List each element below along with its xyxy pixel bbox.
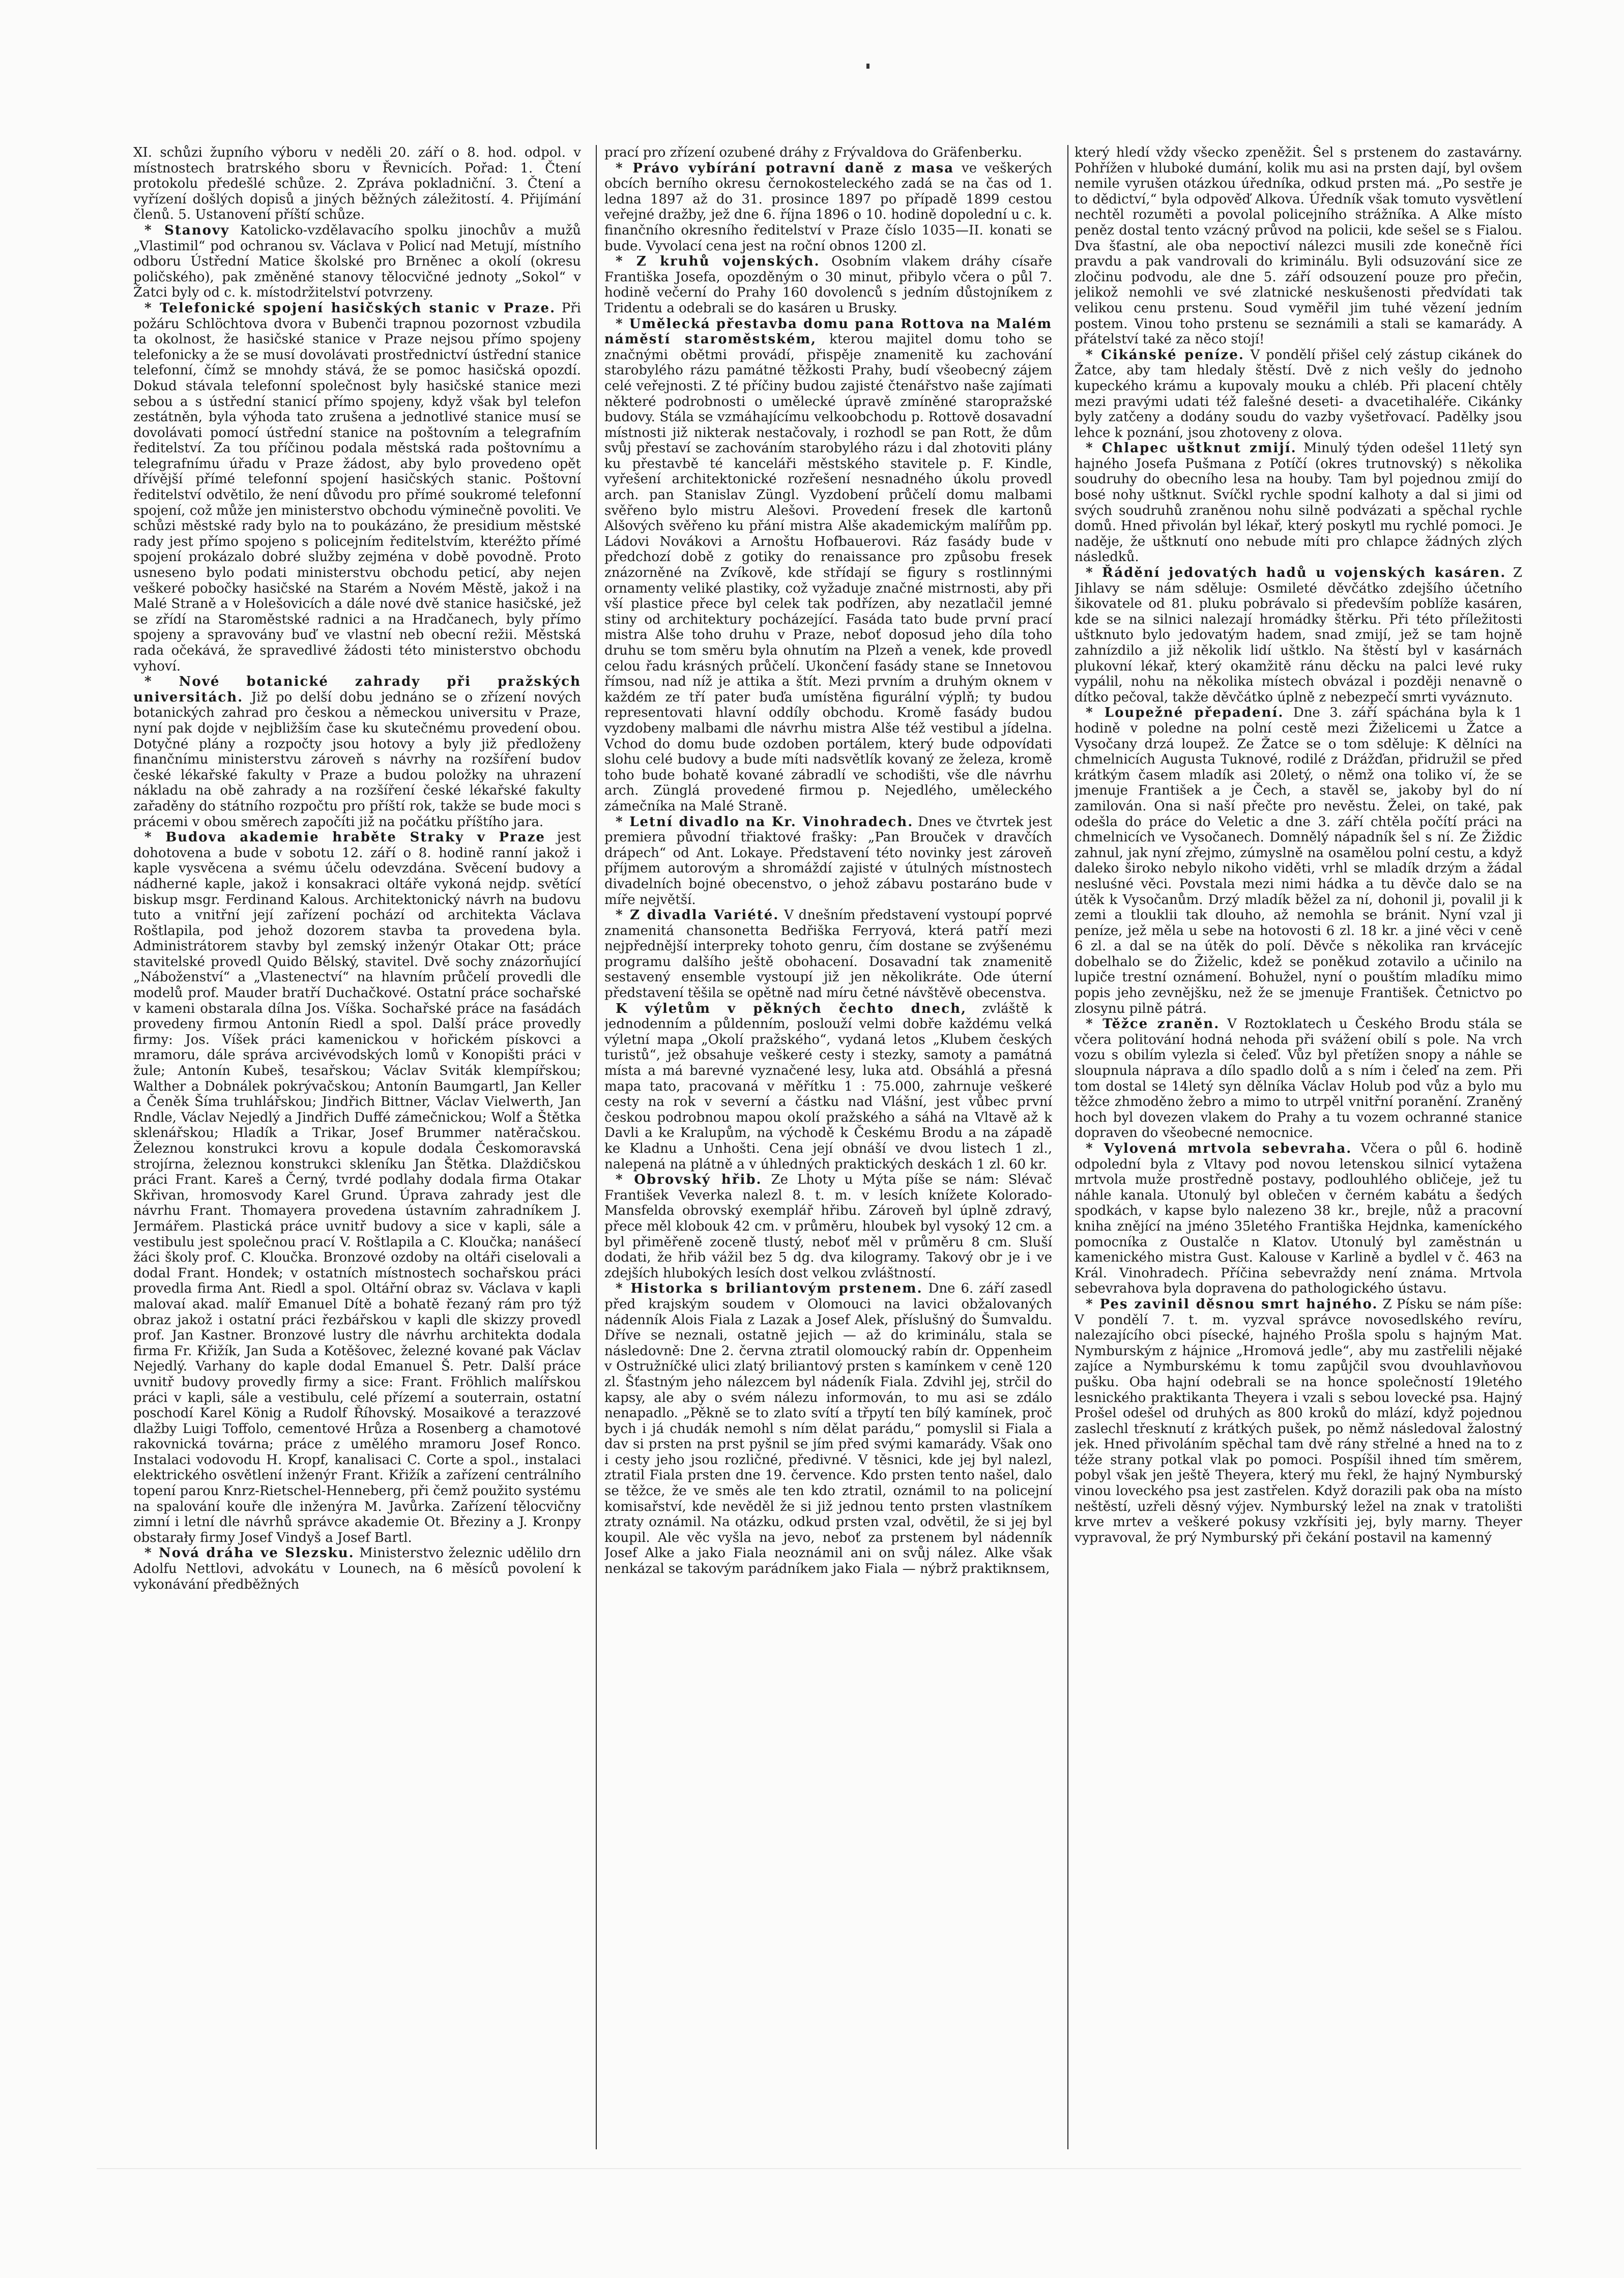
article-paragraph (133, 301, 581, 674)
article-text: Z Písku se nám píše: V pondělí 7. t. m. vyzval správce novosedlského revíru, nalezajícího obci písecké, hajného Prošla spolu s hajným Mat. Nymburským z hájnice „Hromová jedle“, aby mu zastřelili nějaké zajíce a Nymburskému k tomu zapůjčil svou dvouhlavňovou pušku. Oba hajní odebrali se na honce společností 19letého lesnického praktikanta Theyera i vzali s sebou lovecké psa. Hajný Prošel odešel od druhých as 800 kroků do mlází, když pojednou zaslechl třesknutí z krátkých pušek, po němž následoval žalostný jek. Hned přivoláním spěchal tam dvě rány střelné a hned na to z téže strany potkal vlak po pomoci. Pospíšil ihned tím směrem, pobyl však jen ještě Theyera, který mu řekl, že hajný Nymburský vinou loveckého psa jest zastřelen. Když dorazili pak oba na místo neštěstí, uzřeli děsný výjev. Nymburský ležel na znak v tratolišti krve mrtev a veškeré pokusy vzkřísiti jej, byly marny. Theyer vypravoval, že prý Nymburský při čekání postavil na kamenný (1075, 1296, 1522, 1545)
article-heading: * Budova akademie hraběte Straky v Praze (144, 830, 545, 845)
article-heading: * Právo vybírání potravní daně z masa (616, 160, 954, 176)
article-heading: * Nové botanické zahrady při pražských universitách. (133, 674, 581, 705)
article-heading: * Cikánské peníze. (1086, 347, 1244, 363)
article-heading: * Telefonické spojení hasičských stanic v Praze. (144, 300, 556, 316)
article-paragraph (1075, 1016, 1522, 1141)
article-heading: * Vylovená mrtvola sebevraha. (1086, 1141, 1352, 1156)
article-text: Dne 3. září spáchána byla k 1 hodině v poledne na polní cestě mezi Žiželicemi u Žatce a Vysočany drzá loupež. Ze Žatce se o tom sděluje: K dělníci na chmelnicích Augusta Tuknové, rodilé z Drážďan, přidružil se před krátkým časem mladík asi 20letý, o němž ona toliko ví, že se jmenuje František a je Čech, a stavěl se, jakoby byl do ní zamilován. Ona si naší přečte pro nevěstu. Želei, on také, pak odešla do práce do Veletic a dne 3. září chtěla počítí práci na chmelnicích ve Vysočanech. Domnělý nápadník šel s ní. Ze Žiždic zahnul, jak nyní zřejmo, zúmyslně na osamělou polní cestu, a když daleko široko nebylo nikoho viděti, vrhl se mladík drzým a žádal nesluśné věci. Povstala mezi nimi hádka a tu děvče dalo se na útěk k Vysočanům. Drzý mladík běžel za ní, dohonil ji, povalil ji k zemi a tlouklii tak dlouho, až nemohla se bránit. Nyní vzal ji peníze, jež měla u sebe na hotovosti 6 zl. 18 kr. a jiné věci v ceně 6 zl. a dal se na útěk do polí. Děvče s několika ran krvácejíc dobelhalo se do Žiželic, kdež se poněkud zotavilo a učinilo na lupiče trestní oznámení. Bohužel, nyní o pouštím mladíku mimo popis jeho zevnějšku, než že se jmenuje František. Četnictvo po zlosynu pilně pátrá. (1075, 705, 1522, 1016)
article-text: Katolicko-vzdělavacího spolku jinochův a mužů „Vlastimil“ pod ochranou sv. Václava v Policí nad Metují, místního odboru Ústřední Matice školské pro Brněnec a okolí (okresu poličského), pak změněné stanovy tělocvičné jednoty „Sokol“ v Žatci byly od c. k. místodržitelství potvrzeny. (133, 222, 581, 301)
article-text: prací pro zřízení ozubené dráhy z Frývaldova do Gräfenberku. (604, 145, 1022, 160)
article-paragraph (133, 674, 581, 830)
article-text: který hledí vždy všecko zpeněžit. Šel s prstenem do zastavárny. Pohřížen v hluboké dumání, kolik mu asi na prsten dají, byl ovšem nemile vyrušen otázkou úředníka, odkud prsten má. „Po sestře je to dědictví,“ byla odpověď Alkova. Úředník však tomuto vysvětlení nechtěl rozuměti a povolal policejního strážníka. A Alke místo peněz dostal tento vzácný průvod na policii, kde sešel se s Fialou. Dva šťastní, ale oba nepoctiví nálezci musili zde konečně říci pravdu a pak vandrovali do kriminálu. Byli odsuzování sice ze zločinu podvodu, ale dne 5. září odsouzení pouze pro přečin, jelikož nemohli ve své zlatnické neskušenosti předvídati tak velikou cenu prstenu. Soud vyměřil jim tuhé vězení jedním postem. Vinou toho prstenu se seznámili a stali se kamarády. A přátelství také za něco stojí! (1075, 145, 1522, 347)
page-bottom-edge (97, 2168, 1521, 2169)
article-paragraph (1075, 145, 1522, 347)
article-paragraph (133, 1545, 581, 1592)
article-paragraph (604, 316, 1052, 814)
article-text: zvláště k jednodenním a půldenním, poslouží velmi dobře každému velká výletní mapa „Okolí pražského“, vydaná letos „Klubem českých turistů“, jež obsahuje veškeré cesty i stezky, samoty a památná místa a má barevné vyznačené lesy, luka atd. Obsáhlá a přesná mapa tato, pracovaná v měřítku 1 : 75.000, zahrnuje veškeré cesty na rok v severní a částku nad Vlášní, jest vůbec první českou podrobnou mapou okolí pražského a sáhá na Vltavě až k Davli a ke Kralupům, na východě k Českému Brodu a na západě ke Kladnu a Unhošti. Cena její obnáší ve dvou listech 1 zl., nalepená na plátně a v úhledných praktických deskách 1 zl. 60 kr. (604, 1001, 1052, 1172)
article-paragraph (604, 254, 1052, 316)
article-text: Ze Lhoty u Mýta píše se nám: Slévač František Veverka nalezl 8. t. m. v lesích knížete Kolorado-Mansfelda obrovský exemplář hřibu. Zároveň byl úplně zdravý, přece měl klobouk 42 cm. v průměru, hloubek byl vysoký 12 cm. a byl přiměřeně zoceně tlustý, neboť měl v průměru 8 cm. Sluší dodati, že hřib vážil bez 5 dg. dva kilogramy. Takový obr je i ve zdejších hlubokých lesích dost velkou zvláštností. (604, 1172, 1052, 1281)
article-paragraph (1075, 347, 1522, 441)
article-paragraph (1075, 565, 1522, 705)
article-paragraph (1075, 441, 1522, 565)
article-heading: * Z divadla Variété. (616, 908, 779, 923)
article-heading: * Chlapec uštknut zmijí. (1086, 441, 1297, 456)
article-text: V dnešním představení vystoupí poprvé znamenitá chansonetta Bedřiška Ferryová, která patří mezi nejpřednější interpreky tohoto genru, čím dostane se zvýšenému programu dalšího ještě obohacení. Dosavadní tak znamenitě sestavený ensemble vystoupí již jen několikráte. Ode úterní představení těšila se opětně nad míru četné návštěvě obecenstva. (604, 908, 1052, 1001)
article-heading: * Stanovy (144, 222, 230, 238)
column-rule-1 (596, 145, 597, 2149)
article-text: XI. schůzi župního výboru v neděli 20. září o 8. hod. odpol. v místnostech bratrského sboru v Řevnicích. Pořad: 1. Čtení protokolu předešlé schůze. 2. Zpráva pokladniční. 3. Čtení a vyřízení došlých dopisů a jiných běžných záležitostí. 4. Přijímání členů. 5. Ustanovení příští schůze. (133, 145, 581, 223)
article-paragraph (604, 161, 1052, 254)
article-text: V pondělí přišel celý zástup cikánek do Žatce, aby tam hledaly štěstí. Dvě z nich vešly do jednoho kupeckého krámu a kupovaly mouku a chléb. Při placení chtěly mezi pravými udati též falešné deseti- a dvacetihaléře. Cikánky byly zatčeny a dodány soudu do vazby vyšetřovací. Padělky jsou lehce k poznání, jsou zhotoveny z olova. (1075, 347, 1522, 441)
article-text: Dnes ve čtvrtek jest premiera původní třiaktové frašky: „Pan Brouček v dravčích drápech“ od Ant. Lokaye. Představení této novinky jest zároveň příjmem autorovým a shromáždí zajisté v útulných místnostech divadelních bojné obecenstvo, o jehož zábavu postaráno bude v míře největší. (604, 814, 1052, 908)
article-paragraph (604, 1172, 1052, 1281)
column-2 (604, 145, 1052, 2159)
column-1 (133, 145, 581, 2159)
article-paragraph (604, 1001, 1052, 1173)
column-rule-2 (1067, 145, 1068, 2149)
article-text: kterou majitel domu toho se značnými obětmi provádí, přispěje znamenitě ku zachování starobylého rázu památné těžkosti Prahy, budí všeobecný zájem celé veřejnosti. Z té příčiny budou zajisté čtenářstvo naše zajímati některé podrobnosti o umělecké úpravě zmíněné staropražské budovy. Stála se vzmáhajícímu velkoobchodu p. Rottově dosavadní místnosti již nikterak nestačovaly, i rozhodl se pan Rott, že dům svůj přestaví se zachováním starobylého rázu i dal zhotoviti plány ku přestavbě té kanceláři městského stavitele p. F. Kindle, vyřešení architektonické rozřešení nesnadného úkolu provedl arch. pan Stanislav Züngl. Vyzdobení průčelí domu malbami svěřeno bylo mistru Alešovi. Provedení fresek dle kartonů Alšových svěřeno ku přání mistra Alše akademickým malířům pp. Ládovi Novákovi a Arnoštu Hofbauerovi. Ráz fasády bude v předchozí době z gotiky do renaissance pro způsobu fresek znázorněné na Zvíkově, kde střídají se figury s rostlinnými ornamenty veliké plastiky, což vyžaduje značné mistrnosti, aby při vší plastice přece byl celek tak podřízen, aby nezatlačil jemné stiny od architektury pocházející. Fasáda tato bude první prací mistra Alše toho druhu v Praze, neboť doposud jeho díla toho druhu se tom směru byla ohnutím na Plzeň a venek, kde provedl celou řadu krásných průčelí. Ukončení fasády stane se Innetovou římsou, nad níž je attika a štít. Mezi prvním a druhým oknem v každém ze tří pater buďa umístěna figurální výplň; ty budou representovati hlavní oddíly obchodu. Kromě fasády budou vyzdobeny malbami dle návrhu mistra Alše též vestibul a jídelna. Vchod do domu bude ozdoben portálem, který bude odpovídati slohu celé budovy a bude míti nadsvětlík kovaný ze železa, kromě toho bude bohatě kované zábradlí ve schodišti, vše dle návrhu arch. Zünglá provedené firmou p. Nejedlého, uměleckého zámečníka na Malé Straně. (604, 332, 1052, 814)
article-paragraph (133, 223, 581, 301)
article-text: Z Jihlavy se nám sděluje: Osmileté děvčátko zdejšího účetního šikovatele od 81. pluku pobrávalo si především poblíže kasáren, kde se na silnici nalezají hromádky štěrku. Při této příležitosti uštknuto bylo jedovatým hadem, snad zmijí, jež se tam hojně zahnízdilo a již několik lidí uštklo. Na štěstí byl v kasárnách plukovní lékař, který okamžitě ránu děcku na palci levé ruky vypálil, nohu na několika místech obvázal i později nenavně o dítko pečoval, takže děvčátko úplně z nebezpečí smrti vyváznuto. (1075, 565, 1522, 705)
article-paragraph (133, 145, 581, 223)
article-text: Dne 6. září zasedl před krajským soudem v Olomouci na lavici obžalovaných nádenník Alois Fiala z Lazak a Josef Alek, příslušný do Šumvaldu. Dříve se neznali, ostatně jejich — až do kriminálu, stala se následovně: Dne 2. června ztratil olomoucký rabín dr. Oppenheim v Ostružníčké ulici zlatý briliantový prsten s kamínkem v ceně 120 zl. Šťastným jeho nálezcem byl nádeník Fiala. Zdvihl jej, strčil do kapsy, ale aby o svém nálezu informován, to mu asi se zdálo nenapadlo. „Pěkně se to zlato svítí a třpytí ten bílý kamínek, proč bych i já chudák nemohl s ním dělat parádu,“ pomyslil si Fiala a dav si prsten na prst pyšnil se jím před svými kamarády. Však ono i cesty jeho jsou rozličné, předivné. V těsnici, kde jej byl nalezl, ztratil Fiala prsten dne 19. července. Kdo prsten tento našel, dalo se těžce, že ve směs ale ten kdo ztratil, oznámil to na policejní komisařství, kde nevěděl že si již jednou tento prsten vlastníkem ztraty oznámil. Na otázku, odkud prsten vzal, odvětil, že si jej byl koupil. Ale věc vyšla na jevo, neboť za prstenem byl nádenník Josef Alke a jako Fiala neoznámil ani on svůj nález. Alke však nenkázal se takovým parádníkem jako Fiala — nýbrž praktiknsem, (604, 1281, 1052, 1577)
article-paragraph (604, 908, 1052, 1001)
article-heading: * Řádění jedovatých hadů u vojenských kasáren. (1086, 565, 1506, 581)
article-heading: * Umělecká přestavba domu pana Rottova na Malém náměstí staroměstském, (604, 316, 1052, 347)
article-heading: * Historka s briliantovým prstenem. (616, 1281, 923, 1297)
article-paragraph (604, 145, 1052, 161)
article-text: V Roztoklatech u Českého Brodu stála se včera politování hodná nehoda při svážení obilí s pole. Na vrch vozu s obilím vylezla si čeleď. Vůz byl přetížen snopy a náhle se sloupnula náprava a dílo spadlo dolů a s ním i čeleď na zem. Při tom dostal se 14letý syn dělníka Václav Holub pod vůz a bylo mu těžce zhmoděno žebro a mimo to utrpěl vnitřní poranění. Zraněný hoch byl dovezen vlakem do Prahy a tu vozem ochranné stanice dopraven do všeobecné nemocnice. (1075, 1016, 1522, 1141)
article-text: ve veškerých obcích berního okresu černokosteleckého zadá se na čas od 1. ledna 1897 až do 31. prosince 1897 po případě 1899 cestou veřejné dražby, jež dne 6. října 1896 o 10. hodině dopolední u c. k. finančního okresního ředitelství v Praze číslo 1035—II. konati se bude. Vyvolací cena jest na roční obnos 1200 zl. (604, 160, 1052, 254)
article-heading: * Těžce zraněn. (1086, 1016, 1220, 1032)
article-heading: * Obrovský hřib. (616, 1172, 762, 1188)
article-heading: * Pes zavinil děsnou smrt hajného. (1086, 1296, 1378, 1312)
article-text: Včera o půl 6. hodině odpolední byla z Vltavy pod novou letenskou silnicí vytažena mrtvola muže prostředně postavy, podlouhlého obličeje, jež tu náhle kanala. Utonulý byl oblečen v černém kabátu a šedých spodkách, v kapse bylo nalezeno 38 kr., brejle, nůž a pracovní kniha znějící na jméno 35letého Františka Hejdnka, kameníckého pomocníka z Oustalče n Klatov. Utonulý byl zaměstnán u kamenického mistra Gust. Kalouse v Karlině a bydlel v č. 463 na Král. Vinohradech. Příčina sebevraždy není známa. Mrtvola sebevrahova byla dopravena do pathologického ústavu. (1075, 1141, 1522, 1297)
article-heading: * Letní divadlo na Kr. Vinohradech. (616, 814, 914, 830)
article-text: Při požáru Schlöchtova dvora v Bubenči trapnou pozornost vzbudila ta okolnost, že hasičské stanice v Praze nejsou přímo spojeny telefonicky a že se musí dovolávati prostřednictví ústřední stanice telefonní, čímž se mnohdy stává, že se pomoc hasičská opozdí. Dokud stávala telefonní společnost byly hasičské stanice mezi sebou a s ústřední stanicí přímo spojeny, když však byl telefon zestátněn, byla výhoda tato zrušena a jednotlivé stanice musí se dovolávati pomocí ústřední stanice na poštovním a telegrafním ředitelství. Za tou příčinou podala městská rada poštovnímu a telegrafnímu úřadu v Praze žádost, aby bylo provedeno opět dřívější přímé telefonní spojení hasičských stanic. Poštovní ředitelství odvětilo, že není důvodu pro přímé soukromé telefonní spojení, což může jen ministerstvo obchodu výminečně povoliti. Ve schůzi městské rady bylo na to poukázáno, že presidium městské rady jest přímo spojeno s policejním ředitelstvím, kteréžto přímé spojení prokázalo dobré služby zejména v době povodně. Proto usneseno bylo podati ministerstvu obchodu peticí, aby nejen veškeré pobočky hasičské na Starém a Novém Městě, jakož i na Malé Straně a v Holešovicích a dále nové dvě stanice hasičské, jež se zřídí na Staroměstské radnici a na Hradčanech, byly přímo spojeny a spravovány buď ve vlastní neb obecní režii. Městská rada očekává, že spravedlivé žádosti této ministerstvo obchodu vyhoví. (133, 300, 581, 674)
article-text: Minulý týden odešel 11letý syn hajného Josefa Pušmana z Potíčí (okres trutnovský) s několika soudruhy do obecního lesa na houby. Tam byl pojednou zmijí do bosé nohy uštknut. Svíčkl rychle spodní kalhoty a dal si jimi od svých soudruhů zraněnou nohu silně podvázati a spěchal rychle domů. Hned přivolán byl lékař, který poskytl mu rychlé pomoci. Je naděje, že uštknutí ono nebude míti pro chlapce žádných zlých následků. (1075, 441, 1522, 565)
article-paragraph (133, 830, 581, 1545)
article-paragraph (604, 1281, 1052, 1576)
article-text: Ministerstvo železnic udělilo drn Adolfu Nettlovi, advokátu v Lounech, na 6 měsíců povolení k vykonávání předběžných (133, 1545, 581, 1592)
article-heading: K výletům v pěkných čechto dnech, (616, 1001, 967, 1016)
print-mark (866, 64, 869, 69)
article-text: Již po delší dobu jednáno se o zřízení nových botanických zahrad pro českou a německou universitu v Praze, nyní pak dojde v nejbližším čase ku skutečnému provedení obou. Dotyčné plány a rozpočty jsou hotovy a byly již předloženy finančnímu ministerstvu zároveň s návrhy na rozšíření budov české lékařské fakulty v Praze a budou položky na uhrazení nákladu na obě zahrady a na rozšíření české lékařské fakulty zařaděny do státního rozpočtu pro příští rok, takže se bude moci s prácemi v obou směrech započíti již na počátku příštího jara. (133, 689, 581, 830)
article-heading: * Z kruhů vojenských. (616, 254, 820, 270)
article-paragraph (1075, 705, 1522, 1016)
article-heading: * Nová dráha ve Slezsku. (144, 1545, 355, 1561)
article-paragraph (1075, 1297, 1522, 1546)
article-text: Osobním vlakem dráhy císaře Františka Josefa, opozděným o 30 minut, přibylo včera o půl 7. hodině večerní do Prahy 160 dovolenců s jedním důstojníkem z Tridentu a odebrali se do kasáren u Brusky. (604, 254, 1052, 316)
article-heading: * Loupežné přepadení. (1086, 705, 1284, 721)
article-paragraph (1075, 1141, 1522, 1297)
article-paragraph (604, 814, 1052, 908)
column-3 (1075, 145, 1522, 2159)
article-text: jest dohotovena a bude v sobotu 12. září o 8. hodině ranní jakož i kaple vysvěcena a svému účelu odevzdána. Svěcení budovy a nádherné kaple, jakož i konsakraci oltáře vykoná nejdp. světící biskup msgr. Ferdinand Kalous. Architektonický návrh na budovu tuto a vnitřní její zařízení pochází od architekta Václava Roštlapila, pod jehož dozorem stavba ta provedena byla. Administrátorem stavby byl zemský inženýr Otakar Ott; práce stavitelské provedl Quido Bělský, stavitel. Dvě sochy znázorňující „Náboženství“ a „Vlastenectví“ na hlavním průčelí provedli dle modelů prof. Mauder bratří Duchačkové. Ostatní práce sochařské v kameni obstarala dílna Jos. Víška. Sochařské práce na fasádách provedeny firmou Antonín Riedl a spol. Další práce provedly firmy: Jos. Víšek práci kamenickou v hořickém pískovci a mramoru, dále správa arcivévodských lomů v Konopišti práci v žule; Antonín Kubeš, tesařskou; Václav Sviták klempířskou; Walther a Dobnálek pokrývačskou; Antonín Baumgartl, Jan Keller a Čeněk Šíma truhlářskou; Jindřich Bittner, Václav Vielwerth, Jan Rndle, Václav Nejedlý a Jindřich Duffé zámečnickou; Wolf a Štětka sklenářskou; Hladík a Trikar, Josef Brummer natěračskou. Železnou konstrukci krovu a kopule dodala Českomoravská strojírna, železnou konstrukci skleníku Jan Štětka. Dlaždičskou práci Frant. Kareš a Černý, tvrdé podlahy dodala firma Otakar Skřivan, hromosvody Karel Grund. Úprava zahrady jest dle návrhu Frant. Thomayera provedena ústavním zahradníkem J. Jermářem. Plastická práce uvnitř budovy a sice v kapli, sále a vestibulu jest společnou prací V. Roštlapila a C. Kloučka; nanášecí žáci školy prof. C. Kloučka. Bronzové ozdoby na oltáři ciselovali a dodal Frant. Hondek; v ostatních místnostech sochařskou práci provedla firma Ant. Riedl a spol. Oltářní obraz sv. Václava v kapli malovaí akad. malíř Emanuel Dítě a bohatě řezaný rám pro týž obraz jakož i ostatní práci řezbářskou v kapli dle skizzy provedl prof. Jan Kastner. Bronzové lustry dle návrhu architekta dodala firma Fr. Křižík, Jan Suda a Kotěšovec, železné kované pak Václav Nejedlý. Varhany do kaple dodal Emanuel Š. Petr. Další práce uvnitř budovy provedly firmy a sice: Frant. Fröhlich malířskou práci v kapli, sále a vestibulu, celé přízemí a souterrain, ostatní poschodí Karel König a Rudolf Říhovský. Mosaikové a terazzové dlažby Luigi Toffolo, cementové Hrůza a Rosenberg a chamotové rakovnická továrna; práce z umělého mramoru Josef Ronco. Instalaci vodovodu H. Kropf, kanalisaci C. Corte a spol., instalaci elektrického osvětlení inženýr Frant. Křižík a zařízení centrálního topení parou Knrz-Rietschel-Henneberg, při čemž použito systému na spalování kouře dle inženýra M. Javůrka. Zařízení tělocvičny zimní i letní dle návrhů správce akademie Ot. Březiny a J. Kronpy obstarały firmy Josef Vindyš a Josef Bartl. (133, 830, 581, 1545)
